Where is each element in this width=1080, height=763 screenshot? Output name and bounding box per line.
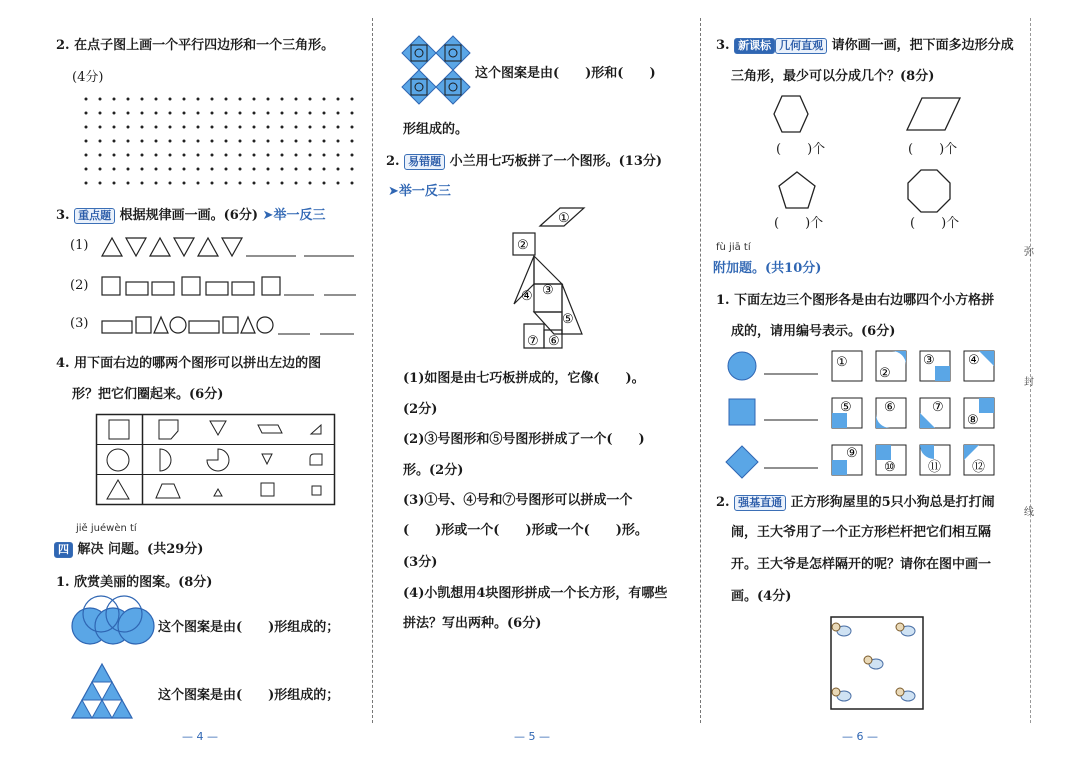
grid-dot [211,140,214,143]
grid-dot [309,168,312,171]
square-rect-pattern [100,275,360,297]
e2-heading [716,491,995,511]
grid-dot [253,112,256,115]
grid-dot [155,112,158,115]
grid-dot [253,140,256,143]
grid-dot [155,126,158,129]
s2-text-2: 形。(2分) [403,463,464,478]
dog-icon [832,623,851,636]
q2-tangram-heading [386,150,662,170]
grid-dot [127,140,130,143]
shape-compose-table[interactable] [96,414,336,506]
e1-text-2: 成的，请用编号表示。(6分) [731,324,896,339]
grid-dot [155,182,158,185]
grid-dot [239,182,242,185]
grid-dot [267,140,270,143]
grid-dot [323,154,326,157]
grid-dot [141,168,144,171]
tile-matching[interactable] [726,348,998,478]
grid-dot [113,154,116,157]
grid-dot [295,182,298,185]
grid-dot [155,140,158,143]
grid-dot [197,182,200,185]
grid-dot [267,98,270,101]
q3-row2-label: (2) [70,278,89,293]
grid-dot [253,126,256,129]
tangram-figure [510,206,590,350]
tile-label: ③ [923,353,935,368]
grid-dot [281,168,284,171]
grid-dot [281,140,284,143]
e2-text-3: 开。王大爷是怎样隔开的呢？请你在图中画一 [731,557,992,572]
grid-dot [211,98,214,101]
grid-dot [127,126,130,129]
grid-dot [141,98,144,101]
grid-dot [211,126,214,129]
grid-dot [239,98,242,101]
grid-dot [281,98,284,101]
s4-text-2: 拼法？写出两种。(6分) [403,616,542,631]
grid-dot [211,112,214,115]
polygon-answer[interactable]: ( )个 [910,216,960,231]
grid-dot [267,182,270,185]
grid-dot [169,154,172,157]
grid-dot [225,168,228,171]
s3-text-2: ( )形或一个( )形或一个( )形。 [403,523,648,538]
extra-pinyin: fù jiā tí [716,242,751,253]
grid-dot [113,140,116,143]
grid-dot [239,112,242,115]
grid-dot [211,182,214,185]
grid-dot [113,126,116,129]
grid-dot [295,154,298,157]
grid-dot [337,182,340,185]
e2-text-4: 画。(4分) [731,589,792,604]
grid-dot [155,98,158,101]
link-label: 举一反三 [398,184,451,199]
grid-dot [337,112,340,115]
grid-dot [211,168,214,171]
tag-new-standard: 新课标 [734,38,775,54]
grid-dot [99,98,102,101]
e2-text-2: 闹，王大爷用了一个正方形栏杆把它们相互隔 [731,525,992,540]
grid-dot [225,112,228,115]
s1-points: (2分) [403,402,438,417]
q3-polygon-heading [716,34,1014,54]
link-juyifansan[interactable]: ➤举一反三 [262,208,326,223]
tile-label: ① [836,355,848,370]
polygon-answer[interactable]: ( )个 [774,216,824,231]
q3-row1-label: (1) [70,238,89,253]
grid-dot [337,126,340,129]
grid-dot [253,168,256,171]
grid-dot [225,140,228,143]
q2-tangram-text: 小兰用七巧板拼了一个图形。(13分) [449,154,663,169]
grid-dot [309,126,312,129]
grid-dot [225,182,228,185]
grid-dot [85,112,88,115]
grid-dot [351,140,354,143]
grid-dot [85,182,88,185]
grid-dot [253,182,256,185]
grid-dot [155,154,158,157]
page-number: — 4 — [182,730,218,743]
e2-num: 2. [716,495,730,510]
grid-dot [183,154,186,157]
q4-text-2: 形？把它们圈起来。(6分) [72,387,224,402]
page-number: — 6 — [842,730,878,743]
tile-label: ⑫ [972,460,986,475]
grid-dot [239,154,242,157]
grid-dot [239,126,242,129]
binding-line [1030,18,1031,723]
tag-geometry: 几何直观 [775,38,827,54]
s1-text: (1)如图是由七巧板拼成的，它像( )。 [403,371,645,386]
grid-dot [155,168,158,171]
q3-num: 3. [716,38,730,53]
grid-dot [85,168,88,171]
grid-dot [323,168,326,171]
dog-icon [864,656,883,669]
grid-dot [169,168,172,171]
polygon-answer[interactable]: ( )个 [776,142,826,157]
grid-dot [309,182,312,185]
grid-dot [351,154,354,157]
grid-dot [295,112,298,115]
grid-dot [183,168,186,171]
grid-dot [85,140,88,143]
grid-dot [113,182,116,185]
grid-dot [267,168,270,171]
q3-polygon-text-2: 三角形，最少可以分成几个？(8分) [731,69,935,84]
tangram-piece-label: ⑦ [527,334,539,349]
pattern-c-text-2: 形组成的。 [403,122,469,137]
grid-dot [169,182,172,185]
grid-dot [267,126,270,129]
mixed-pattern [100,314,360,336]
grid-dot [127,182,130,185]
grid-dot [309,98,312,101]
grid-dot [267,154,270,157]
tile-label: ⑪ [928,460,942,475]
e2-text: 正方形狗屋里的5只小狗总是打打闹 [790,495,995,510]
grid-dot [99,168,102,171]
grid-dot [183,112,186,115]
q1-pattern-b-text: 这个图案是由( )形组成的； [158,688,340,703]
grid-dot [225,126,228,129]
circles-pattern [68,600,158,650]
grid-dot [85,154,88,157]
tangram-piece-label: ① [558,211,570,226]
grid-dot [99,140,102,143]
grid-dot [351,126,354,129]
q2-text: 2. 在点子图上画一个平行四边形和一个三角形。 [56,38,335,53]
grid-dot [197,168,200,171]
grid-dot [85,126,88,129]
q1-pattern-a-text: 这个图案是由( )形组成的； [158,620,340,635]
seal-char: 线 [1024,507,1034,518]
tag-error-prone: 易错题 [404,154,445,170]
tile-label: ⑧ [967,413,979,428]
s3-text: (3)①号、④号和⑦号图形可以拼成一个 [403,493,633,508]
grid-dot [169,112,172,115]
section4-title [54,538,203,558]
dog-icon [832,688,851,701]
grid-dot [197,98,200,101]
section4-pinyin: jiě juéwèn tí [76,523,137,534]
grid-dot [351,182,354,185]
page-number: — 5 — [514,730,550,743]
grid-dot [309,112,312,115]
grid-dot [253,154,256,157]
q3-text: 根据规律画一画。(6分) [119,208,258,223]
grid-dot [309,140,312,143]
tile-label: ⑩ [884,460,896,475]
grid-dot [183,140,186,143]
grid-dot [323,140,326,143]
grid-dot [141,140,144,143]
tile-label: ⑥ [884,400,896,415]
grid-dot [225,98,228,101]
s4-text: (4)小凯想用4块图形拼成一个长方形，有哪些 [403,586,668,601]
grid-dot [183,126,186,129]
link-label: 举一反三 [273,208,326,223]
q2-num: 2. [386,154,400,169]
grid-dot [267,112,270,115]
grid-dot [169,98,172,101]
grid-dot [141,126,144,129]
polygon-answer[interactable]: ( )个 [908,142,958,157]
section-num-badge: 四 [54,542,73,558]
grid-dot [295,126,298,129]
grid-dot [113,112,116,115]
tile-label: ⑤ [840,400,852,415]
grid-dot [127,112,130,115]
tile-label: ⑨ [846,446,858,461]
grid-dot [239,140,242,143]
q2-points: (4分) [72,70,104,85]
q3-polygon-text: 请你画一画，把下面多边形分成 [831,38,1014,53]
grid-dot [323,182,326,185]
tangram-piece-label: ⑤ [562,312,574,327]
grid-dot [281,154,284,157]
dog-icon [896,623,915,636]
grid-dot [351,98,354,101]
grid-dot [351,112,354,115]
grid-dot [99,182,102,185]
grid-dot [337,98,340,101]
seal-char: 弥 [1024,247,1034,258]
tile-label: ② [879,366,891,381]
grid-dot [351,168,354,171]
tangram-piece-label: ④ [521,289,533,304]
grid-dot [127,154,130,157]
tile-label: ⑦ [932,400,944,415]
grid-dot [141,112,144,115]
grid-dot [281,112,284,115]
extra-title: 附加题。(共10分) [713,261,822,276]
dog-house[interactable] [830,616,924,710]
triangle-pattern [100,236,360,258]
pattern-c-text: 这个图案是由( )形和( ) [475,66,656,81]
tag-key-question: 重点题 [74,208,115,224]
tag-strong-base: 强基直通 [734,495,786,511]
seal-char: 封 [1024,377,1034,388]
grid-dot [169,140,172,143]
tangram-piece-label: ② [517,238,529,253]
q4-text: 4. 用下面右边的哪两个图形可以拼出左边的图 [56,356,322,371]
grid-dot [85,98,88,101]
grid-dot [113,98,116,101]
grid-dot [169,126,172,129]
e1-text: 1. 下面左边三个图形各是由右边哪四个小方格拼 [716,293,995,308]
q1-text: 1. 欣赏美丽的图案。(8分) [56,575,213,590]
grid-dot [141,154,144,157]
grid-dot [197,140,200,143]
grid-dot [225,154,228,157]
grid-dot [309,154,312,157]
grid-dot [323,112,326,115]
column-divider [372,18,373,723]
tangram-piece-label: ③ [542,283,554,298]
grid-dot [141,182,144,185]
grid-dot [197,112,200,115]
grid-dot [197,126,200,129]
grid-dot [113,168,116,171]
diamond-squares-pattern [402,36,472,104]
grid-dot [295,140,298,143]
grid-dot [127,168,130,171]
q3-num: 3. [56,208,70,223]
grid-dot [99,126,102,129]
section4-title-text: 解决 问题。(共29分) [77,542,204,557]
grid-dot [127,98,130,101]
grid-dot [281,182,284,185]
grid-dot [323,98,326,101]
q3-row3-label: (3) [70,316,89,331]
grid-dot [253,98,256,101]
triangles-pattern [70,662,134,720]
s2-text: (2)③号图形和⑤号图形拼成了一个( ) [403,432,645,447]
dog-icon [896,688,915,701]
grid-dot [337,168,340,171]
s3-points: (3分) [403,555,438,570]
tangram-piece-label: ⑥ [548,334,560,349]
grid-dot [295,98,298,101]
column-divider [700,18,701,723]
grid-dot [337,154,340,157]
grid-dot [197,154,200,157]
grid-dot [99,154,102,157]
grid-dot [211,154,214,157]
dot-grid[interactable] [80,95,360,190]
grid-dot [295,168,298,171]
grid-dot [281,126,284,129]
link-juyifansan-2[interactable]: ➤举一反三 [388,184,451,199]
tile-label: ④ [968,353,980,368]
grid-dot [323,126,326,129]
q3-heading [56,204,325,224]
grid-dot [337,140,340,143]
grid-dot [183,98,186,101]
grid-dot [99,112,102,115]
grid-dot [239,168,242,171]
grid-dot [183,182,186,185]
